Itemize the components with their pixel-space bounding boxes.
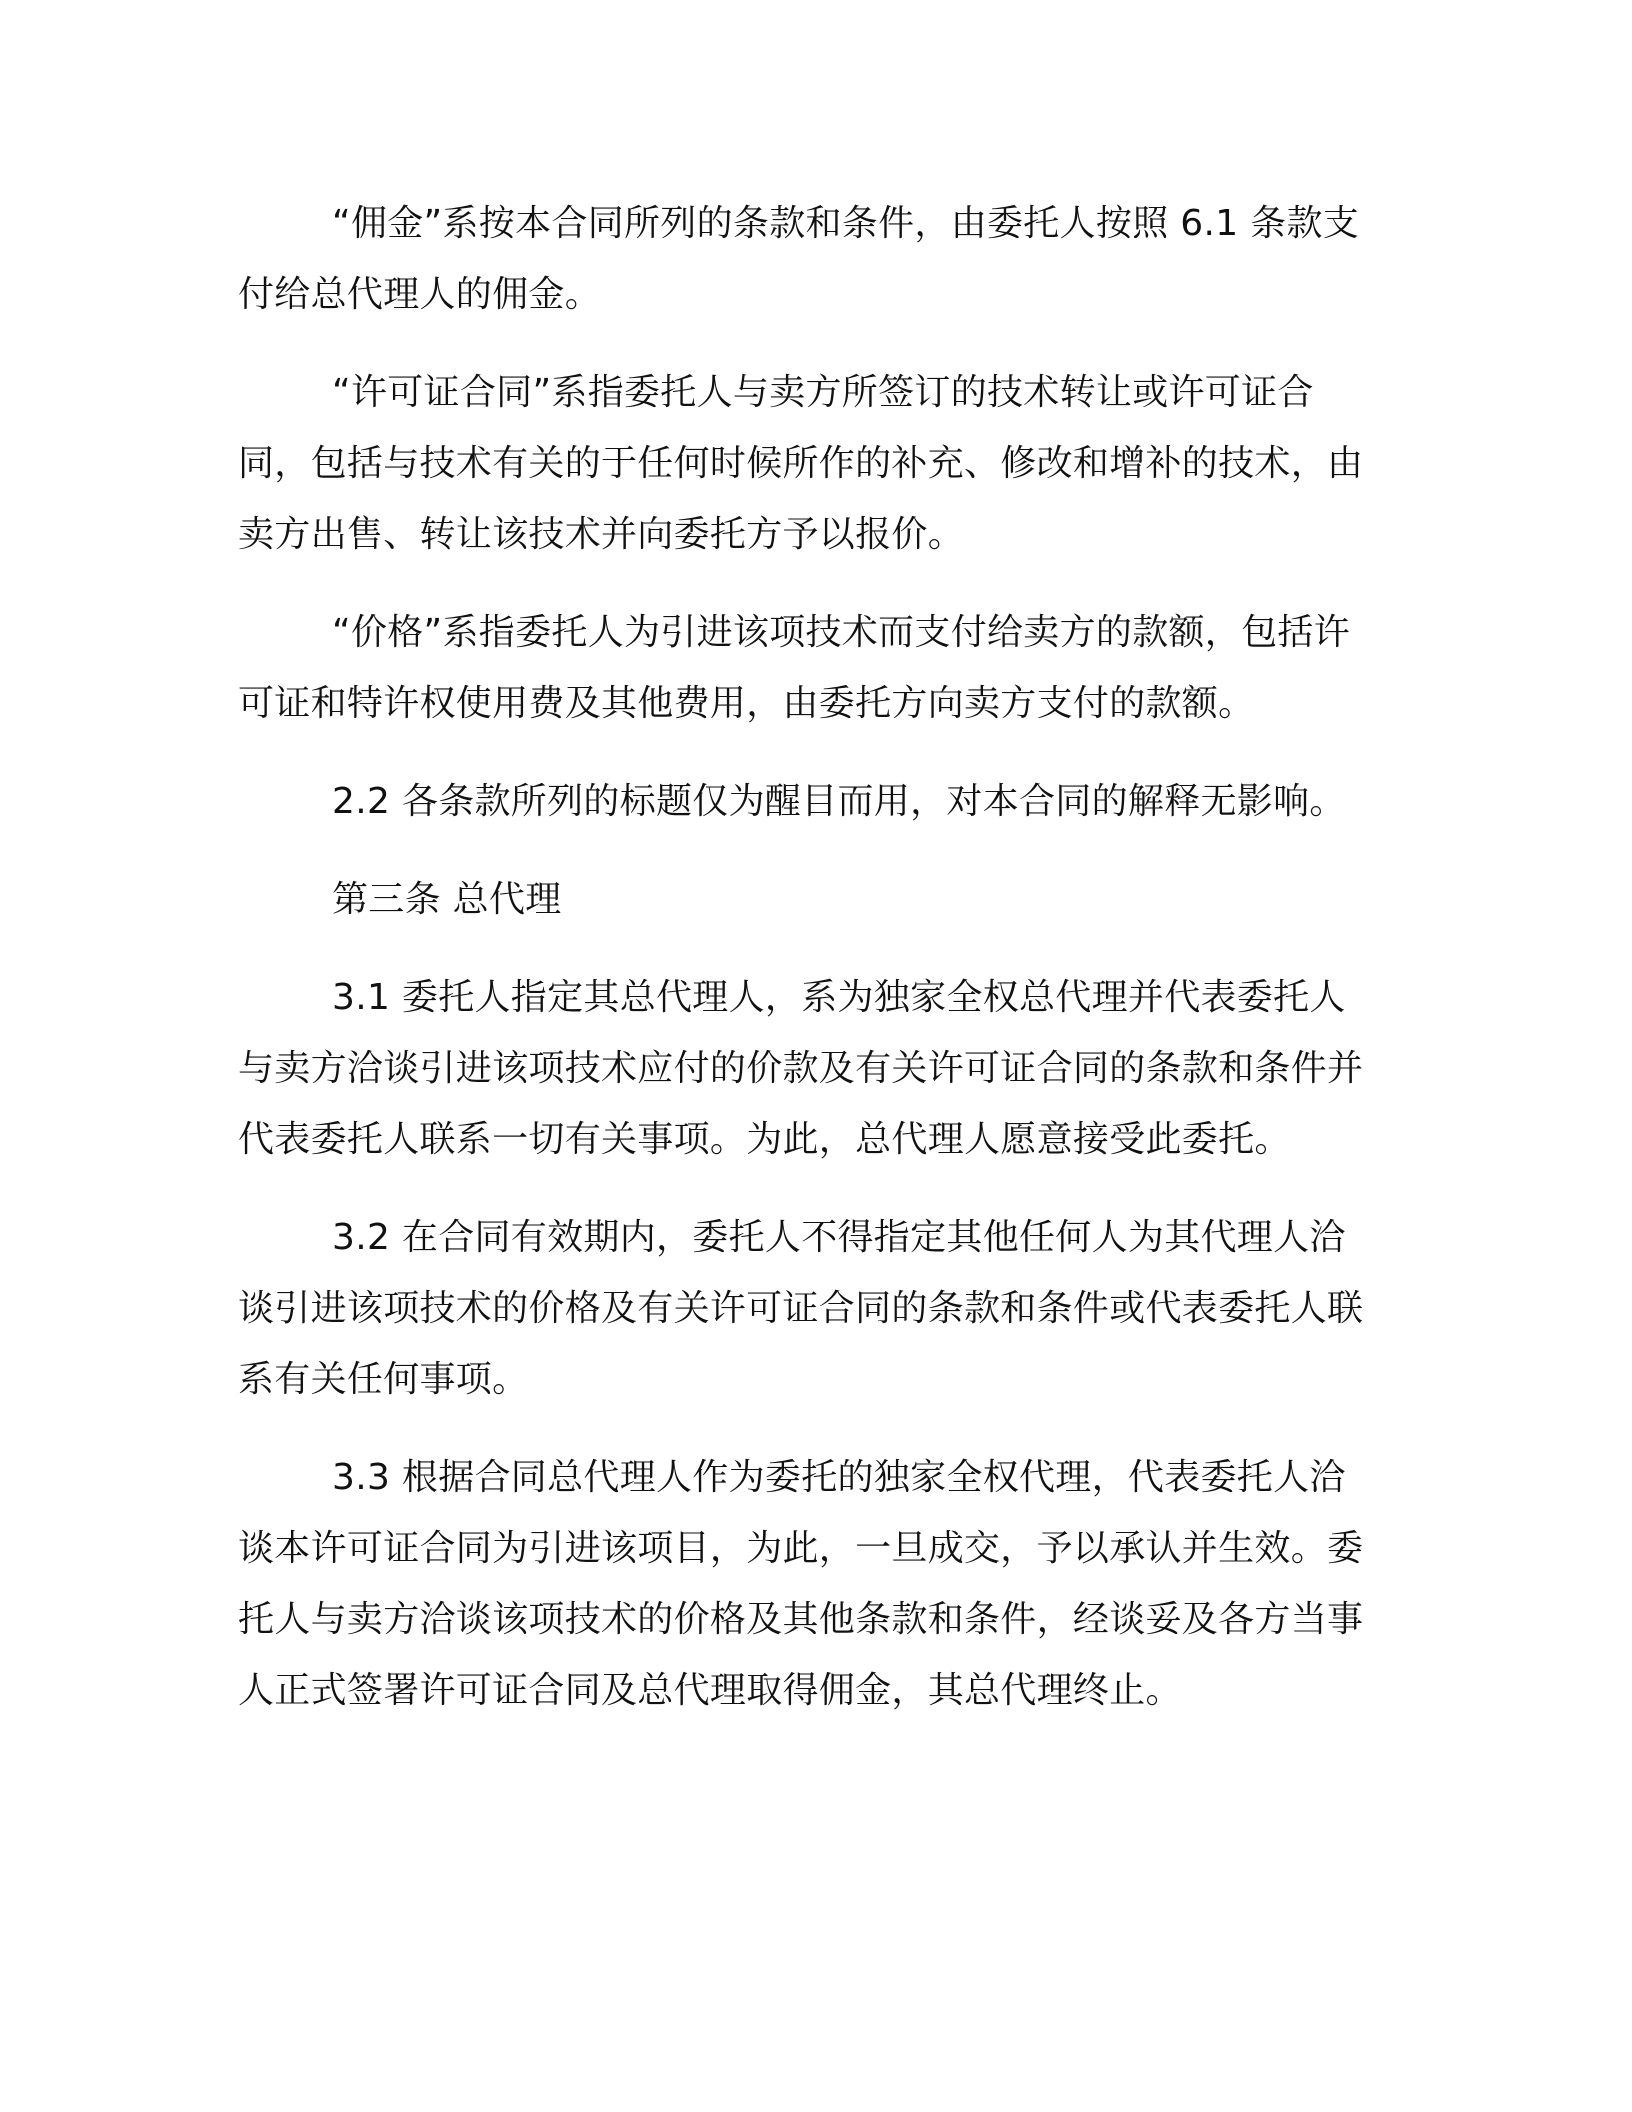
definition-price: “价格”系指委托人为引进该项技术而支付给卖方的款额，包括许可证和特许权使用费及其他费用，由委托方向卖方支付的款额。 bbox=[238, 612, 1351, 724]
clause-3-2: 3.2 在合同有效期内，委托人不得指定其他任何人为其代理人洽谈引进该项技术的价格及有关许可证合同的条款和条件或代表委托人联系有关任何事项。 bbox=[238, 1217, 1364, 1400]
document-body bbox=[238, 188, 1378, 1726]
clause-3-3: 3.3 根据合同总代理人作为委托的独家全权代理，代表委托人洽谈本许可证合同为引进该项目，为此，一旦成交，予以承认并生效。委托人与卖方洽谈该项技术的价格及其他条款和条件，经谈妥及各方当事人正式签署许可证合同及总代理取得佣金，其总代理终止。 bbox=[238, 1457, 1364, 1711]
article-3-heading: 第三条 总代理 bbox=[332, 879, 562, 920]
clause-3-1: 3.1 委托人指定其总代理人，系为独家全权总代理并代表委托人与卖方洽谈引进该项技术应付的价款及有关许可证合同的条款和条件并代表委托人联系一切有关事项。为此，总代理人愿意接受此委托。 bbox=[238, 977, 1364, 1160]
definition-commission: “佣金”系按本合同所列的条款和条件，由委托人按照 6.1 条款支付给总代理人的佣金。 bbox=[238, 203, 1360, 315]
clause-2-2: 2.2 各条款所列的标题仅为醒目而用，对本合同的解释无影响。 bbox=[332, 781, 1346, 822]
definition-license-contract: “许可证合同”系指委托人与卖方所签订的技术转让或许可证合同，包括与技术有关的于任何时候所作的补充、修改和增补的技术，由卖方出售、转让该技术并向委托方予以报价。 bbox=[238, 372, 1364, 555]
